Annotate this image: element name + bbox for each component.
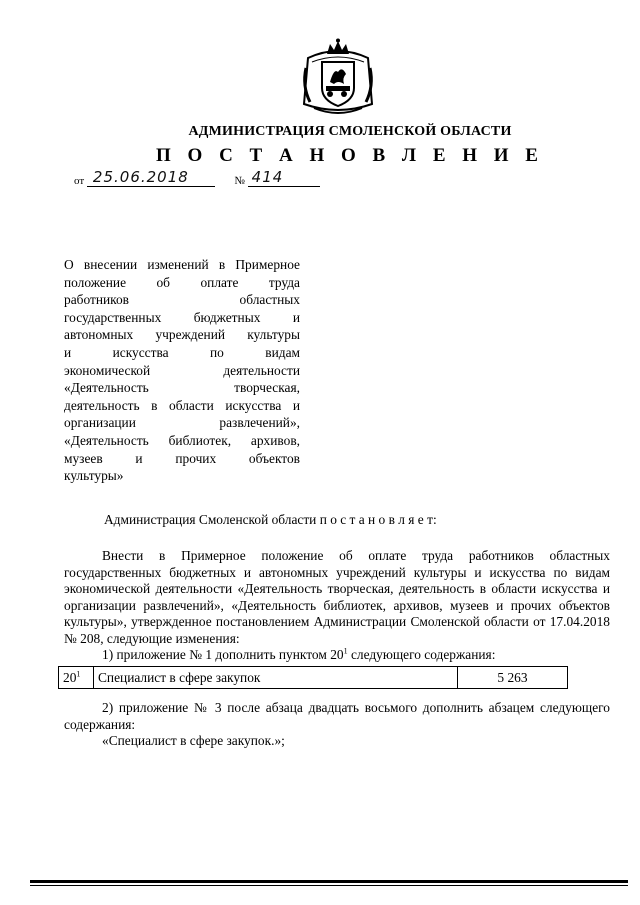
document-type-title: П О С Т А Н О В Л Е Н И Е — [156, 145, 544, 166]
number-prefix: № — [234, 175, 245, 187]
table-cell-number: $20^1$ — [59, 667, 94, 689]
subject-line: деятельность в области искусства и — [64, 397, 300, 413]
subject-line: и искусства по видам — [64, 344, 300, 360]
subject-line: работников областных — [64, 292, 300, 308]
item-1: 1) приложение № 1 дополнить пунктом $20^1$ следующего содержания: — [102, 646, 496, 662]
table-cell-value: 5 263 — [458, 667, 568, 689]
subject-line: экономической деятельности — [64, 362, 300, 378]
subject-line: культуры» — [64, 468, 124, 484]
document-subject — [64, 256, 300, 485]
subject-line: О внесении изменений в Примерное — [64, 257, 300, 272]
subject-line: организации развлечений», — [64, 415, 300, 431]
number-value: 414 — [251, 168, 284, 186]
amendment-text — [64, 700, 610, 750]
date-field — [87, 168, 215, 187]
footer-rule — [30, 880, 628, 883]
item-2: 2) приложение № 3 после абзаца двадцать восьмого дополнить абзацем следующего содержания: — [64, 700, 610, 732]
resolves-line: Администрация Смоленской области п о с т а н о в л я е т: — [104, 512, 437, 527]
organization-title: АДМИНИСТРАЦИЯ СМОЛЕНСКОЙ ОБЛАСТИ — [188, 124, 512, 139]
subject-line: положение об оплате труда — [64, 274, 300, 290]
subject-line: музеев и прочих объектов — [64, 450, 300, 466]
footer-rule-thin — [30, 885, 628, 886]
date-number-row — [74, 168, 320, 188]
amendment-table — [58, 666, 568, 689]
coat-of-arms-emblem — [300, 38, 376, 118]
table-row — [59, 667, 568, 689]
main-text — [64, 548, 610, 664]
date-prefix: от — [74, 175, 85, 187]
subject-line: государственных бюджетных и — [64, 309, 300, 325]
subject-line: «Деятельность творческая, — [64, 380, 300, 396]
quote-line: «Специалист в сфере закупок.»; — [102, 733, 285, 748]
table-cell-position: Специалист в сфере закупок — [94, 667, 458, 689]
subject-line: автономных учреждений культуры — [64, 327, 300, 343]
number-field — [248, 168, 320, 187]
main-paragraph: Внести в Примерное положение об оплате труда работников областных государственных бюджетных и автономных учреждений культуры и искусства по видам экономической деятельности «Деятельность творческая, деятельность в области искусства и организации развлечений», «Деятельность библиотек, архивов, музеев и прочих объектов культуры», утвержденное постановлением Администрации Смоленской области от 17.04.2018 № 208, следующие изменения: — [64, 548, 610, 646]
date-value: 25.06.2018 — [92, 168, 189, 186]
subject-line: «Деятельность библиотек, архивов, — [64, 432, 300, 448]
